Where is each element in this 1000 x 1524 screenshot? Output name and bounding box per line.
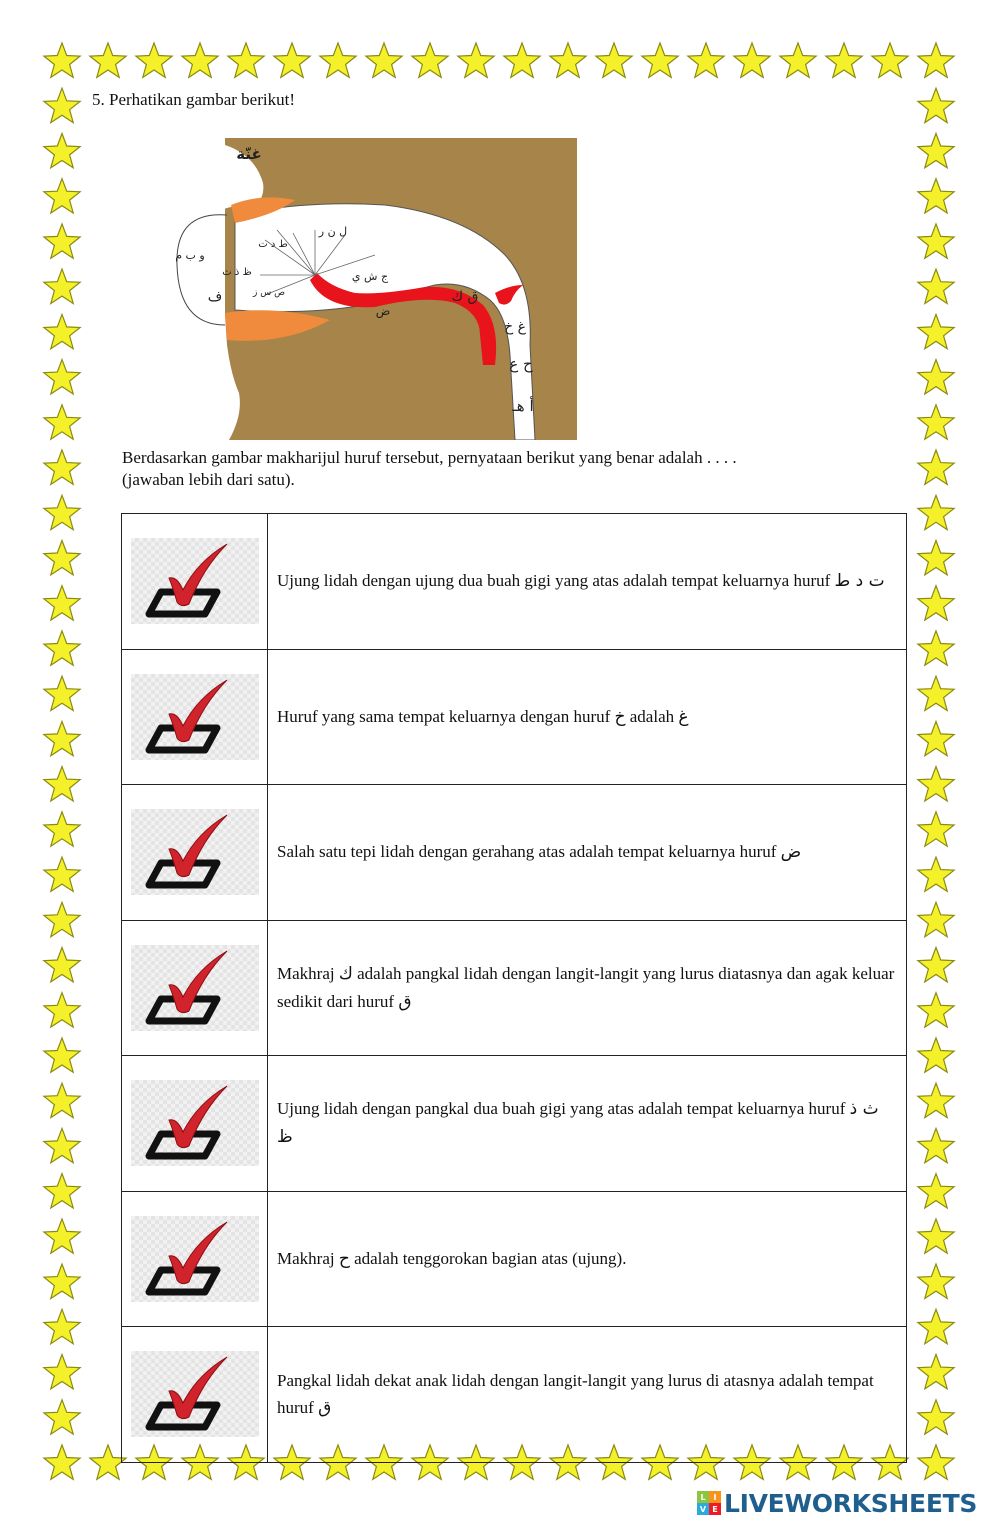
border-star-icon [44, 1355, 80, 1389]
option-checkbox-cell[interactable] [122, 785, 268, 921]
option-text-after: adalah pangkal lidah dengan langit-langit yang lurus diatasnya dan agak keluar sedikit dari huruf [277, 963, 895, 1011]
border-star-icon [44, 1445, 80, 1479]
checkmark-icon[interactable] [131, 674, 259, 760]
border-star-icon [44, 767, 80, 801]
border-star-icon [918, 88, 954, 122]
border-star-icon [44, 1400, 80, 1434]
option-text: Ujung lidah dengan pangkal dua buah gigi yang atas adalah tempat keluarnya huruf [277, 1099, 846, 1119]
border-star-icon [274, 43, 310, 77]
option-text-cell [268, 920, 907, 1056]
label-middle: ج ش ي [351, 270, 389, 283]
border-star-icon [366, 43, 402, 77]
question-prompt [122, 447, 882, 491]
option-row[interactable] [122, 920, 907, 1056]
border-star-icon [918, 812, 954, 846]
option-arabic-letters: ت د ط [834, 571, 885, 592]
option-text-after: adalah tenggorokan bagian atas (ujung). [354, 1248, 627, 1268]
border-star-icon [918, 631, 954, 665]
option-row[interactable] [122, 1056, 907, 1192]
border-star-icon [504, 43, 540, 77]
border-star-icon [918, 1128, 954, 1162]
border-star-icon [918, 314, 954, 348]
border-star-icon [780, 43, 816, 77]
liveworksheets-brand [697, 1488, 977, 1518]
option-arabic-letters-2: غ [678, 706, 689, 727]
border-star-icon [918, 1038, 954, 1072]
border-star-icon [320, 43, 356, 77]
border-star-icon [872, 43, 908, 77]
border-star-icon [44, 224, 80, 258]
label-teeth-row: ظ ذ ث [222, 267, 252, 278]
label-teeth-row2: ط د ت [258, 239, 288, 250]
border-star-icon [44, 88, 80, 122]
border-star-icon [44, 1309, 80, 1343]
option-text: Pangkal lidah dekat anak lidah dengan langit-langit yang lurus di atasnya adalah tempat huruf [277, 1370, 874, 1417]
border-star-icon [44, 948, 80, 982]
option-text-cell [268, 514, 907, 650]
option-row[interactable] [122, 1327, 907, 1463]
logo-letter: I [709, 1491, 721, 1503]
option-arabic-letters: ك [338, 963, 353, 984]
border-star-icon [44, 1264, 80, 1298]
option-arabic-letters: خ [614, 706, 626, 727]
border-star-icon [44, 314, 80, 348]
border-star-icon [44, 721, 80, 755]
border-star-icon [918, 1219, 954, 1253]
border-star-icon [44, 631, 80, 665]
prompt-line-2: (jawaban lebih dari satu). [122, 470, 295, 489]
border-star-icon [44, 360, 80, 394]
prompt-line-1: Berdasarkan gambar makharijul huruf tersebut, pernyataan berikut yang benar adalah . . . . [122, 448, 737, 467]
option-text-cell [268, 1327, 907, 1463]
border-star-icon [44, 857, 80, 891]
border-star-icon [642, 43, 678, 77]
logo-letter: E [709, 1503, 721, 1515]
option-checkbox-cell[interactable] [122, 1191, 268, 1327]
border-star-icon [918, 1264, 954, 1298]
border-star-icon [44, 1128, 80, 1162]
border-star-icon [826, 43, 862, 77]
option-checkbox-cell[interactable] [122, 1327, 268, 1463]
border-star-icon [918, 360, 954, 394]
option-text-cell [268, 1191, 907, 1327]
border-star-icon [44, 495, 80, 529]
option-text: Ujung lidah dengan ujung dua buah gigi yang atas adalah tempat keluarnya huruf [277, 571, 831, 591]
border-star-icon [44, 179, 80, 213]
border-star-icon [458, 43, 494, 77]
border-star-icon [918, 1083, 954, 1117]
label-qaf-kaf: ق ك [451, 289, 479, 305]
label-tongue-tip: ل ن ر [318, 225, 348, 238]
border-star-icon [918, 495, 954, 529]
border-star-icon [918, 450, 954, 484]
border-star-icon [44, 993, 80, 1027]
options-table [121, 513, 907, 1463]
border-star-icon [136, 43, 172, 77]
option-text: Salah satu tepi lidah dengan gerahang atas adalah tempat keluarnya huruf [277, 842, 777, 862]
option-arabic-letters: ق [318, 1397, 332, 1418]
border-star-icon [918, 993, 954, 1027]
option-row[interactable] [122, 649, 907, 785]
option-row[interactable] [122, 1191, 907, 1327]
checkmark-icon[interactable] [131, 945, 259, 1031]
label-throat-mid: ح ع [509, 355, 533, 373]
liveworksheets-wordmark: LIVEWORKSHEETS [724, 1488, 978, 1518]
border-star-icon [918, 1309, 954, 1343]
border-star-icon [44, 134, 80, 168]
option-checkbox-cell[interactable] [122, 514, 268, 650]
option-row[interactable] [122, 514, 907, 650]
option-text: Makhraj [277, 963, 335, 983]
option-text-cell [268, 649, 907, 785]
border-star-icon [918, 1445, 954, 1479]
border-star-icon [412, 43, 448, 77]
border-star-icon [44, 586, 80, 620]
border-star-icon [44, 269, 80, 303]
label-fa: ف [207, 289, 223, 305]
border-star-icon [918, 269, 954, 303]
border-star-icon [918, 1355, 954, 1389]
border-star-icon [44, 450, 80, 484]
border-star-icon [918, 767, 954, 801]
border-star-icon [918, 405, 954, 439]
border-star-icon [44, 541, 80, 575]
border-star-icon [918, 1174, 954, 1208]
option-arabic-letters: ح [338, 1248, 350, 1269]
logo-letter: V [697, 1503, 709, 1515]
border-star-icon [44, 676, 80, 710]
label-dhad: ض [375, 304, 391, 318]
option-text-cell [268, 785, 907, 921]
border-star-icon [918, 224, 954, 258]
border-star-icon [44, 1174, 80, 1208]
border-star-icon [918, 134, 954, 168]
border-star-icon [44, 1219, 80, 1253]
question-title: 5. Perhatikan gambar berikut! [92, 90, 295, 109]
border-star-icon [918, 721, 954, 755]
border-star-icon [44, 812, 80, 846]
border-star-icon [228, 43, 264, 77]
option-checkbox-cell[interactable] [122, 649, 268, 785]
border-star-icon [918, 1400, 954, 1434]
border-star-icon [44, 405, 80, 439]
label-ghunnah: غنّة [236, 145, 262, 163]
checkmark-icon[interactable] [131, 1351, 259, 1437]
logo-letter: L [697, 1491, 709, 1503]
border-star-icon [918, 586, 954, 620]
border-star-icon [688, 43, 724, 77]
label-throat-low: أ هـ [512, 397, 534, 415]
label-sin-group: ص س ز [253, 288, 285, 298]
border-star-icon [918, 43, 954, 77]
border-star-icon [918, 902, 954, 936]
checkmark-icon[interactable] [131, 538, 259, 624]
option-checkbox-cell[interactable] [122, 1056, 268, 1192]
option-arabic-letters: ض [780, 842, 802, 863]
border-star-icon [44, 1038, 80, 1072]
label-throat-top: غ خ [504, 319, 526, 335]
option-checkbox-cell[interactable] [122, 920, 268, 1056]
border-star-icon [182, 43, 218, 77]
option-text-after: adalah [629, 706, 675, 726]
border-star-icon [918, 948, 954, 982]
border-star-icon [44, 1083, 80, 1117]
option-arabic-letters-2: ق [398, 991, 412, 1012]
checkmark-icon[interactable] [131, 1080, 259, 1166]
liveworksheets-logo-icon [697, 1491, 721, 1515]
checkmark-icon[interactable] [131, 809, 259, 895]
makharij-diagram [165, 135, 580, 440]
border-star-icon [596, 43, 632, 77]
option-text: Huruf yang sama tempat keluarnya dengan huruf [277, 706, 611, 726]
option-text: Makhraj [277, 1248, 335, 1268]
border-star-icon [918, 179, 954, 213]
border-star-icon [918, 676, 954, 710]
border-star-icon [90, 43, 126, 77]
border-star-icon [44, 902, 80, 936]
border-star-icon [918, 541, 954, 575]
option-row[interactable] [122, 785, 907, 921]
border-star-icon [918, 857, 954, 891]
border-star-icon [734, 43, 770, 77]
option-text-cell [268, 1056, 907, 1192]
border-star-icon [44, 43, 80, 77]
checkmark-icon[interactable] [131, 1216, 259, 1302]
border-star-icon [550, 43, 586, 77]
label-lips: و ب م [175, 249, 205, 262]
option-arabic-letters: ث ذ ظ [277, 1099, 879, 1148]
